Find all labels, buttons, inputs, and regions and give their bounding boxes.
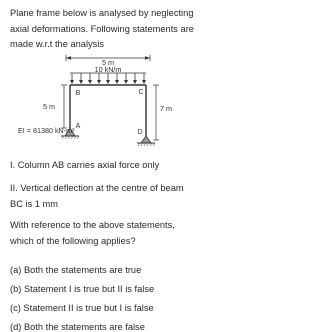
option-d[interactable]: (d) Both the statements are false	[10, 322, 145, 332]
node-b-label: B	[75, 90, 81, 97]
option-c[interactable]: (c) Statement II is true but I is false	[10, 303, 154, 313]
intro-text: Plane frame below is analysed by neglecting axial deformations. Following statements are made w.r.t the analysis	[10, 8, 194, 49]
question-text: With reference to the above statements, which of the following applies?	[10, 220, 175, 246]
load-label: 10 kN/m	[94, 65, 122, 74]
option-b[interactable]: (b) Statement I is true but II is false	[10, 284, 155, 294]
node-a-label: A	[75, 123, 81, 130]
stiffness-label: EI = 81380 kN-m²	[18, 126, 75, 135]
node-d-label: D	[137, 129, 143, 136]
frame-figure	[0, 54, 200, 146]
span-label: 5 m	[102, 58, 114, 67]
right-height-label: 7 m	[160, 104, 172, 113]
option-a[interactable]: (a) Both the statements are true	[10, 265, 142, 275]
statement-two: II. Vertical deflection at the centre of beam BC is 1 mm	[10, 183, 184, 209]
statement-one: I. Column AB carries axial force only	[10, 160, 160, 170]
node-c-label: C	[138, 89, 144, 96]
left-height-label: 5 m	[43, 102, 55, 111]
